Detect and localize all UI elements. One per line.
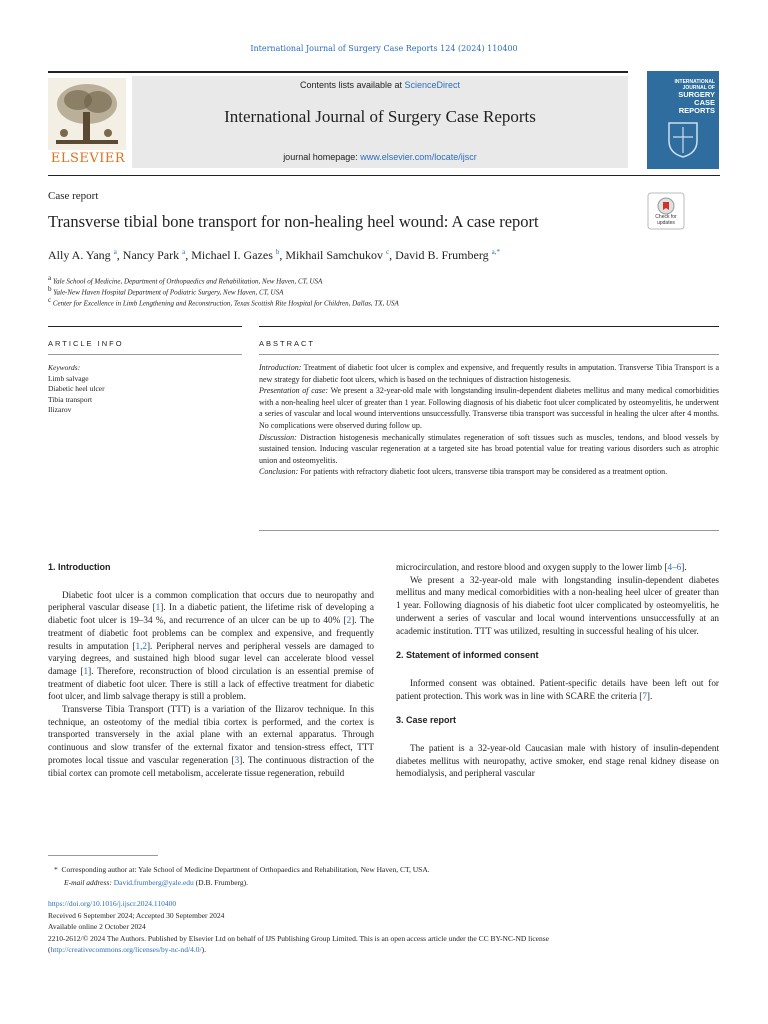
keyword: Diabetic heel ulcer — [48, 384, 105, 393]
article-info-heading: ARTICLE INFO — [48, 339, 124, 348]
article-title: Transverse tibial bone transport for non-healing heel wound: A case report — [48, 212, 539, 231]
email-note — [64, 877, 248, 888]
text: microcirculation, and restore blood and oxygen supply to the lower limb [ — [396, 562, 668, 572]
text: ]. — [681, 562, 687, 572]
abstract-label: Conclusion: — [259, 467, 299, 477]
citation-link[interactable]: 4–6 — [667, 562, 682, 572]
email-label: E-mail address: — [64, 878, 112, 887]
affiliation-text: Center for Excellence in Limb Lengthening and Reconstruction, Texas Scottish Rite Hospital for Children, Dallas, TX, USA — [52, 299, 399, 308]
text: Informed consent was obtained. Patient-specific details have been left out for patient protection. This work was in line with SCARE the criteria [ — [396, 677, 719, 701]
footnote-rule — [48, 855, 158, 856]
text: ]. The treatment of diabetic foot problems can be complex and expensive, and frequently results in amputation [ — [48, 615, 374, 651]
affiliation — [48, 274, 322, 285]
cover-line: SURGERY — [678, 90, 715, 99]
affiliation — [48, 285, 283, 296]
paragraph — [396, 561, 719, 574]
abstract-text: For patients with refractory diabetic foot ulcers, transverse tibia transport may be considered as a treatment option. — [298, 467, 668, 477]
text: ]. — [646, 690, 653, 701]
journal-cover-thumbnail[interactable] — [647, 71, 719, 169]
doi-link[interactable]: https://doi.org/10.1016/j.ijscr.2024.110400 — [48, 899, 177, 908]
check-for-updates-label: Check for updates — [655, 214, 677, 226]
affiliation-text: Yale School of Medicine, Department of Orthopaedics and Rehabilitation, New Haven, CT, USA — [52, 277, 323, 286]
author-affil-marker[interactable]: a,* — [491, 248, 500, 256]
homepage-prefix: journal homepage: — [283, 152, 361, 162]
text: Transverse Tibia Transport (TTT) is a variation of the Ilizarov technique. In this technique, an osteotomy of the medial tibia cortex is performed, and the cortex is transported transversely in the axial plane with an external apparatus. Through continuous and slow transfer of the external fixator and tension-stress effect, TTT promotes local tissue and vascular regeneration [ — [48, 704, 374, 765]
paragraph: We present a 32-year-old male with longstanding insulin-dependent diabetes mellitus and many medical comorbidities with a non-healing heel ulcer of greater than 1 year. Following diagnosis of his diabetic foot ulcer complicated by osteomyelitis, he underwent a series of vascular and local wound interventions unsuccessfully at an academic institution. TTT was utilized, resulting in successful healing of his ulcer. — [396, 574, 719, 636]
corresponding-author-note — [54, 864, 430, 875]
section-heading: 1. Introduction — [48, 562, 111, 572]
abstract-presentation — [259, 385, 719, 431]
author-affil-marker[interactable]: a — [182, 248, 186, 256]
license-text: 2210-2612/© 2024 The Authors. Published by Elsevier Ltd on behalf of IJS Publishing Group Limited. This is an open access article under the CC BY-NC-ND license — [48, 934, 549, 943]
email-link[interactable]: David.frumberg@yale.edu — [113, 878, 194, 887]
check-for-updates-badge[interactable] — [647, 192, 685, 230]
section-heading: 2. Statement of informed consent — [396, 650, 539, 661]
abstract-heading: ABSTRACT — [259, 339, 316, 348]
cover-title — [655, 79, 715, 115]
author-name[interactable]: David B. Frumberg — [395, 248, 489, 262]
citation-link[interactable]: 1 — [155, 602, 161, 613]
text: Diabetic foot ulcer is a common complication that occurs due to neuropathy and peripheral vascular disease [ — [48, 589, 374, 613]
affiliation-marker: b — [48, 285, 52, 293]
keyword: Limb salvage — [48, 373, 89, 383]
abstract-conclusion — [259, 466, 719, 478]
citation-link[interactable]: 2 — [346, 615, 352, 626]
keyword: Tibia transport — [48, 394, 93, 404]
body-column-right — [396, 561, 719, 780]
citation-link[interactable]: 7 — [642, 690, 647, 701]
author-name[interactable]: Nancy Park — [122, 248, 180, 262]
text: ]. Therefore, reconstruction of blood circulation is an essential premise of treatment of diabetic foot ulcer. There is still a lack of effective treatment for diabetic foot ulcer, and limb salvage therapy is still a problem. — [48, 665, 374, 702]
text: ]. The continuous distraction of the tibial cortex can promote cell metabolism, accelerate tissue regeneration, rebuild — [48, 754, 374, 778]
received-line: Received 6 September 2024; Accepted 30 September 2024 — [48, 911, 225, 920]
abstract-text: Distraction histogenesis mechanically stimulates regeneration of soft tissues such as muscles, tendons, and blood vessels by sustained tension. Inducing vascular regeneration at a targeted site has broad potential value for treating various disorders such as atrophic union and osteomyelitis. — [259, 432, 719, 465]
author-name[interactable]: Ally A. Yang — [48, 248, 111, 262]
elsevier-wordmark: ELSEVIER — [50, 151, 126, 166]
paragraph — [48, 589, 374, 703]
abstract-body — [259, 362, 719, 478]
author-affil-marker[interactable]: b — [275, 248, 280, 256]
abstract-label: Introduction: — [259, 363, 302, 372]
abstract-text: We present a 32-year-old male with longstanding insulin-dependent diabetes mellitus and many medical comorbidities with a non-healing heel ulcer of greater than 1 year. Following diagnosis of his diabetic foot ulcer complicated by osteomyelitis, he underwent a series of vascular and local wound interventions unsuccessfully. Transverse tibia transport was successful in healing the ulcer after 4 months. No complications were observed during follow up. — [259, 386, 720, 430]
cover-emblem-icon — [665, 121, 701, 159]
article-type: Case report — [48, 190, 99, 202]
corresponding-text: Corresponding author at: Yale School of Medicine Department of Orthopaedics and Rehabilitation, New Haven, CT, USA. — [61, 865, 430, 874]
affiliation — [48, 296, 399, 307]
keywords-block — [48, 363, 105, 416]
abstract-subrule — [259, 354, 719, 355]
license-suffix: ). — [201, 945, 206, 954]
text: ]. Peripheral nerves and peripheral vessels are damaged to varying degrees, and sustained high blood sugar level can accelerate blood vessel damage [ — [48, 640, 374, 676]
asterisk-marker: * — [54, 865, 58, 874]
abstract-label: Presentation of case: — [259, 386, 329, 396]
contents-prefix: Contents lists available at — [299, 80, 405, 90]
cover-line: CASE — [694, 98, 715, 107]
doi-line — [48, 898, 176, 909]
body-column-left — [48, 561, 374, 779]
journal-citation[interactable]: International Journal of Surgery Case Reports 124 (2024) 110400 — [250, 44, 518, 53]
author-list: Ally A. Yang $^a$, Nancy Park $^a$, Michael I. Gazes $^b$, Mikhail Samchukov $^c$, David B. Frumberg $^{a,*}$ — [48, 248, 500, 262]
sciencedirect-link[interactable]: ScienceDirect — [404, 80, 461, 90]
keywords-label: Keywords: — [48, 363, 81, 372]
keyword: Ilizarov — [48, 405, 72, 414]
citation-link[interactable]: 1 — [83, 665, 89, 676]
author-affil-marker[interactable]: a — [113, 248, 117, 256]
text: ]. In a diabetic patient, the lifetime risk of developing a diabetic foot ulcer is 19–34 %, and recurrence of an ulcer can be up to 40% [ — [48, 602, 374, 626]
affiliation-marker: c — [48, 296, 52, 304]
paragraph — [48, 703, 374, 779]
article-info-subrule — [48, 354, 242, 355]
header-bottom-rule — [48, 175, 720, 176]
abstract-rule — [259, 326, 719, 327]
cover-line: REPORTS — [678, 106, 715, 115]
affiliation-text: Yale-New Haven Hospital Department of Podiatric Surgery, New Haven, CT, USA — [53, 288, 284, 297]
header-rule — [48, 71, 628, 73]
affiliation-marker: a — [48, 274, 52, 282]
author-affil-marker[interactable]: c — [386, 248, 390, 256]
contents-line — [132, 80, 628, 90]
homepage-line — [132, 152, 628, 162]
abstract-label: Discussion: — [259, 432, 297, 442]
homepage-link[interactable]: www.elsevier.com/locate/ijscr — [360, 152, 477, 162]
cover-line: JOURNAL OF — [682, 85, 715, 91]
abstract-bottom-rule — [259, 530, 719, 531]
section-heading: 3. Case report — [396, 715, 457, 726]
license-link[interactable]: http://creativecommons.org/licenses/by-nc-nd/4.0/ — [50, 945, 202, 954]
journal-title: International Journal of Surgery Case Reports — [224, 107, 536, 126]
abstract-discussion — [259, 432, 719, 467]
online-line: Available online 2 October 2024 — [48, 922, 146, 931]
cover-line: INTERNATIONAL — [674, 79, 715, 85]
abstract-introduction — [259, 362, 719, 385]
paragraph: The patient is a 32-year-old Caucasian male with history of insulin-dependent diabetes mellitus with neuropathy, active smoker, end stage renal kidney disease on hemodialysis, and peripheral vascular — [396, 743, 719, 779]
article-info-rule — [48, 326, 242, 327]
email-suffix: (D.B. Frumberg). — [193, 878, 249, 887]
paragraph — [396, 677, 719, 702]
author-name[interactable]: Mikhail Samchukov — [285, 248, 384, 262]
citation-link[interactable]: 1,2 — [135, 640, 147, 651]
license-line: 2210-2612/© 2024 The Authors. Published by Elsevier Ltd on behalf of IJS Publishing Group Limited. This is an open access article under the CC BY-NC-ND license (http://creativecommons.org/licenses/by-nc-nd/4.0/). — [48, 934, 549, 954]
citation-link[interactable]: 3 — [234, 754, 240, 765]
author-name[interactable]: Michael I. Gazes — [191, 248, 273, 262]
abstract-text: Treatment of diabetic foot ulcer is complex and expensive, and frequently results in amputation. Transverse Tibia Transport is a new strategy for diabetic foot ulcers, which is based on the techniques of distraction histogenesis. — [259, 363, 719, 384]
